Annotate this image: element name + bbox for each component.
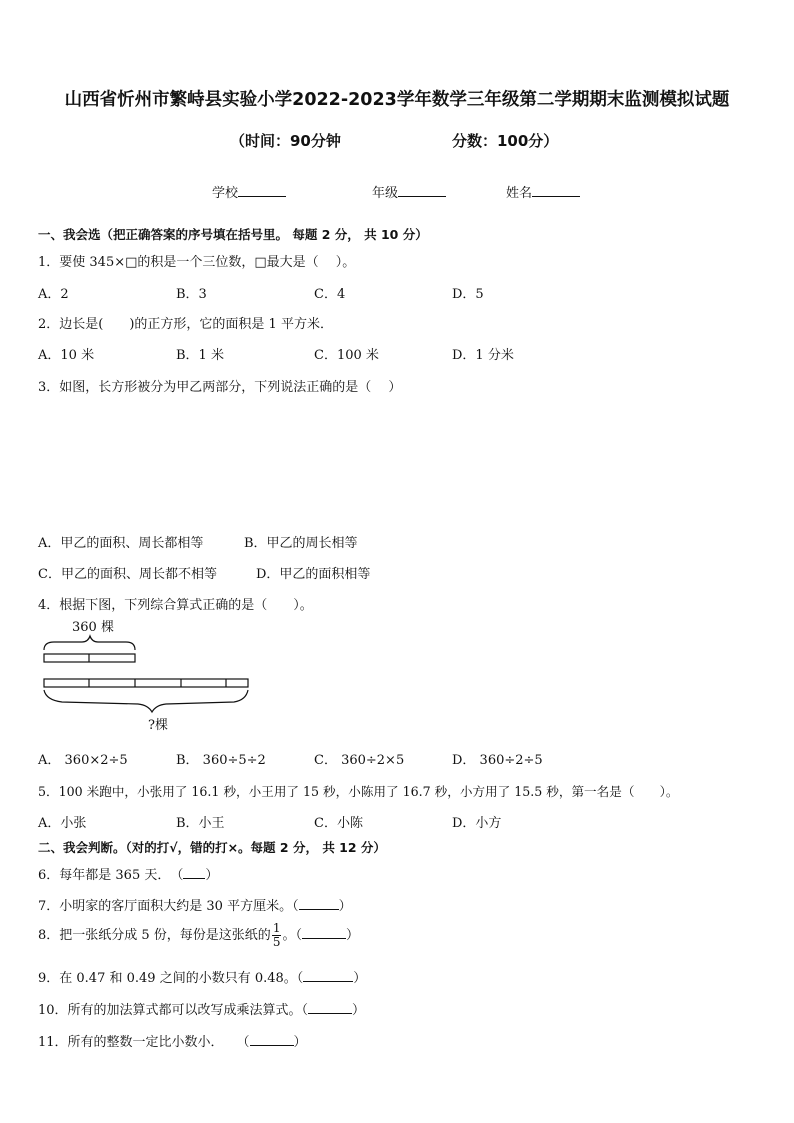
- q8-answer-blank[interactable]: [302, 926, 346, 939]
- q5-option-a[interactable]: A．小张: [38, 816, 87, 831]
- school-blank[interactable]: [238, 184, 286, 197]
- question-6: 6．每年都是 365 天． （ ）: [38, 868, 219, 883]
- q1-option-c[interactable]: C．4: [314, 287, 346, 302]
- q3-option-b[interactable]: B．甲乙的周长相等: [244, 536, 358, 551]
- q4-line-segment-figure: [38, 616, 252, 740]
- q10-answer-blank[interactable]: [308, 1001, 352, 1014]
- q9-answer-blank[interactable]: [303, 969, 353, 982]
- q3-option-a[interactable]: A．甲乙的面积、周长都相等: [38, 536, 204, 551]
- exam-time: （时间：90分钟: [230, 132, 341, 150]
- q4-option-a[interactable]: A． 360×2÷5: [38, 753, 128, 768]
- q4-top-label: 360 棵: [72, 620, 114, 635]
- question-8: 8．把一张纸分成 5 份，每份是这张纸的 $\frac{1}{5}$ 。（ ）: [38, 921, 359, 949]
- question-3: 3．如图，长方形被分为甲乙两部分，下列说法正确的是（ ）: [38, 380, 402, 395]
- q4-option-b[interactable]: B． 360÷5÷2: [176, 753, 266, 768]
- q6-answer-blank[interactable]: [183, 866, 205, 879]
- q4-bottom-brace: [44, 690, 248, 712]
- q2-option-d[interactable]: D．1 分米: [452, 348, 514, 363]
- grade-field: [372, 182, 446, 201]
- question-2: 2．边长是( )的正方形，它的面积是 1 平方米．: [38, 317, 333, 332]
- q5-option-c[interactable]: C．小陈: [314, 816, 363, 831]
- q1-option-b[interactable]: B．3: [176, 287, 207, 302]
- question-4: 4．根据下图，下列综合算式正确的是（ ）。: [38, 598, 313, 613]
- name-field: [506, 182, 580, 201]
- q7-answer-blank[interactable]: [299, 897, 339, 910]
- question-9: 9．在 0.47 和 0.49 之间的小数只有 0.48。（ ）: [38, 971, 367, 986]
- section-2-heading: 二、我会判断。（对的打√，错的打×。每题 2 分， 共 12 分）: [38, 840, 386, 855]
- q4-top-brace: [44, 636, 135, 650]
- q1-option-d[interactable]: D．5: [452, 287, 484, 302]
- q3-option-d[interactable]: D．甲乙的面积相等: [256, 567, 371, 582]
- name-label: 姓名: [506, 186, 533, 201]
- school-label: 学校: [212, 186, 239, 201]
- q4-option-d[interactable]: D． 360÷2÷5: [452, 753, 543, 768]
- q8-fraction: $\frac{1}{5}$: [272, 921, 281, 949]
- q2-option-a[interactable]: A．10 米: [38, 348, 95, 363]
- grade-blank[interactable]: [398, 184, 446, 197]
- question-10: 10．所有的加法算式都可以改写成乘法算式。（ ）: [38, 1003, 366, 1018]
- q2-option-c[interactable]: C．100 米: [314, 348, 379, 363]
- q11-answer-blank[interactable]: [250, 1033, 294, 1046]
- question-7: 7．小明家的客厅面积大约是 30 平方厘米。（ ）: [38, 899, 352, 914]
- grade-label: 年级: [372, 186, 399, 201]
- name-blank[interactable]: [532, 184, 580, 197]
- q4-bottom-label: ?棵: [148, 718, 168, 733]
- exam-score: 分数：100分）: [452, 132, 559, 150]
- q2-option-b[interactable]: B．1 米: [176, 348, 224, 363]
- question-5: 5．100 米跑中，小张用了 16.1 秒，小王用了 15 秒，小陈用了 16.7 秒，小方用了 15.5 秒，第一名是（ ）。: [38, 784, 679, 799]
- q5-option-b[interactable]: B．小王: [176, 816, 225, 831]
- question-1: 1．要使 345×□的积是一个三位数，□最大是（ ）。: [38, 255, 356, 270]
- exam-title: 山西省忻州市繁峙县实验小学2022-2023学年数学三年级第二学期期末监测模拟试题: [64, 90, 730, 110]
- question-11: 11．所有的整数一定比小数小． （ ）: [38, 1035, 307, 1050]
- q3-option-c[interactable]: C．甲乙的面积、周长都不相等: [38, 567, 217, 582]
- q5-option-d[interactable]: D．小方: [452, 816, 502, 831]
- q4-bottom-bar: [44, 679, 248, 687]
- school-field: [212, 182, 286, 201]
- q4-option-c[interactable]: C． 360÷2×5: [314, 753, 405, 768]
- section-1-heading: 一、我会选（把正确答案的序号填在括号里。 每题 2 分， 共 10 分）: [38, 227, 428, 242]
- q1-option-a[interactable]: A．2: [38, 287, 69, 302]
